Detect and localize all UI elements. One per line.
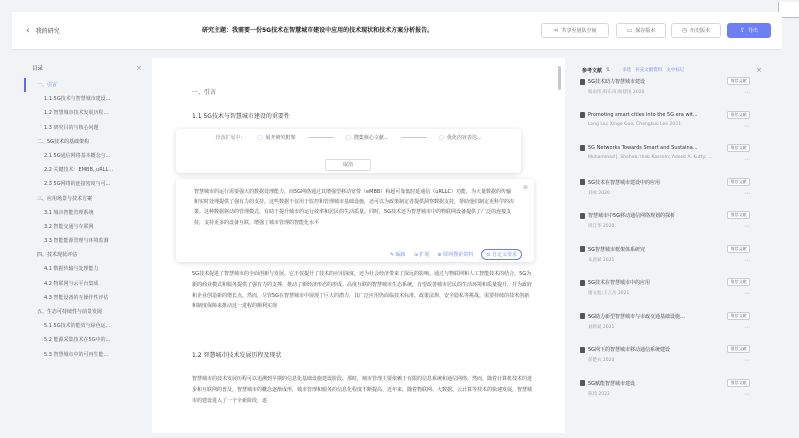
custom-request-label: 自定义要求 (491, 252, 517, 258)
toc-item[interactable]: 一、引言 (24, 78, 148, 92)
toc-item[interactable]: 四、技术现状评估 (37, 252, 78, 259)
reference-title: 5G技术在智慧城市中的应用 (588, 280, 651, 286)
table-of-contents (24, 58, 148, 428)
references-header (582, 64, 762, 76)
close-icon[interactable]: × (756, 66, 762, 74)
toc-item[interactable]: 五、生态可持续性与前景发展 (37, 309, 103, 315)
recommended-badge: 推荐文献 (727, 144, 750, 152)
save-icon: ▭ (626, 27, 633, 34)
expand-button[interactable]: ⇲ 扩展 (413, 252, 430, 258)
chevron-left-icon: ‹ (26, 25, 30, 36)
toc-item[interactable]: 二、5G技术的基础架构 (37, 138, 90, 145)
toc-item[interactable]: 2.3 5G网络的连接密度与可... (44, 181, 111, 188)
clock-icon: ◷ (681, 27, 688, 34)
recommended-badge: 推荐文献 (727, 312, 750, 320)
toc-item[interactable]: 1.3 研究目的与核心问题 (44, 124, 99, 131)
recommended-badge: 推荐文献 (727, 211, 750, 219)
toc-header (24, 58, 148, 78)
toc-list (24, 78, 148, 362)
reference-title: 智慧城市中5G移动通信网络规划的探析 (588, 213, 676, 219)
page-title: 研究主题：我需要一份5G技术在智慧城市建设中应用的技术现状和技术方案分析报告。 (202, 27, 434, 34)
toc-item[interactable]: 4.1 数据传输与处理能力 (44, 266, 99, 273)
reference-meta: Muhammad J. Shehab; Ihab Kassem; Adeeb A. Kutty; ... (588, 155, 713, 160)
close-icon[interactable]: × (136, 64, 142, 72)
references-panel (574, 58, 767, 433)
more-icon[interactable]: ⋯ (744, 223, 750, 230)
recommended-badge: 推荐文献 (727, 278, 750, 286)
reference-title: 5G Networks Towards Smart and Sustaina... (588, 145, 698, 151)
reference-item[interactable] (580, 112, 758, 138)
reference-title: 5G技术助力智慧城市建设 (588, 79, 646, 85)
step-connector (401, 137, 427, 138)
document-icon (580, 79, 585, 85)
reference-title: 5G助力新型智慧城市与市政交通基础设施... (588, 313, 685, 320)
web-search-label: 联网搜索资料 (443, 252, 474, 258)
scrollbar[interactable] (558, 66, 561, 90)
reference-meta: 杨雨彤;韩东雨;杨建国 2020 (588, 90, 645, 95)
edit-button[interactable]: ✎ 编辑 (389, 252, 406, 258)
paragraph[interactable]: 智慧城市的运行需要强大的数据处理能力，而5G网络通过其增强型移动宽带（eMBB）和超可靠低时延通信（uRLLC）功能，为大量数据的传输和实时处理提供了强有力的支持。这些数据不仅用于监控和管理城市基础设施，还可以为政策制定者提供洞察数据支持，帮助他们制定更科学的决策。这种数据驱动的管理模式，有助于提升城市的运行效率和居民的生活质量。同时，5G技术还为智慧城市中的物联网设备提供了广泛的连接支持，支持更多的设备互联，增强了城市管理的智能化水平 (194, 189, 515, 226)
step-connector (308, 137, 334, 138)
more-icon[interactable]: ⋯ (744, 156, 750, 163)
reference-item[interactable] (580, 246, 758, 272)
selected-paragraph-card (176, 179, 534, 262)
toc-item[interactable]: 三、应用场景与技术方案 (37, 195, 93, 202)
reference-title: 5G技术在智慧城市建设中的应用 (588, 179, 661, 186)
reference-meta: 刘新斌 2021 (588, 324, 615, 330)
expansion-label: 段落扩展中： (215, 135, 246, 141)
tab-add-references[interactable]: 补充文献资料 (635, 68, 663, 73)
edit-label: 编辑 (395, 252, 406, 258)
loading-icon: ◌ (345, 134, 351, 141)
toc-item[interactable]: 4.3 智能设备的互操作性评估 (44, 294, 109, 301)
subsection-heading: 1.1 5G技术与智慧城市建设的重要性 (192, 113, 290, 120)
paragraph-actions (390, 249, 522, 260)
document-icon (580, 145, 585, 151)
toc-item[interactable]: 2.1 5G通信网络基本概念与... (44, 152, 111, 159)
references-tabs (622, 67, 684, 73)
toc-item[interactable]: 3.2 智能交通与车联网 (44, 223, 94, 230)
more-icon[interactable]: ⋯ (744, 122, 750, 130)
close-icon[interactable]: ⊗ (522, 184, 528, 191)
section-heading: 一、引言 (192, 89, 217, 96)
recommended-badge: 推荐文献 (727, 345, 750, 353)
save-label: 保存版本 (635, 28, 656, 34)
history-label: 历史版本 (690, 28, 711, 34)
expand-label: 扩展 (419, 252, 430, 258)
references-title: 参考文献 (582, 67, 603, 74)
back-label: 我的研究 (35, 28, 60, 35)
more-icon[interactable]: ⋯ (744, 290, 750, 297)
document-icon (580, 280, 585, 286)
reference-meta: 彭楚衣 2020 (588, 358, 615, 363)
toc-item[interactable]: 3.3 智能能源管理与环境监测 (44, 238, 109, 245)
document-icon (580, 112, 585, 118)
expansion-steps (176, 134, 521, 141)
subsection-heading: 1.2 智慧城市技术发展历程及现状 (192, 352, 282, 359)
paragraph[interactable]: 5G技术促进了智慧城市的全面创新与发展。它不仅提升了技术的应用深度，还为社会经济带来了深远的影响。通过与物联网和人工智能技术的结合，5G为新的商业模式和服务提供了强有力的支撑，推动了新经济形态的形成。高度互联的智慧城市生态系统，有望改善城市居民的生活环境和质量提升，并为政府和企业创造新的增长点。然而，尽管5G在智慧城市中展现了巨大的潜力，其广泛应用仍面临技术标准、政策法规、安全隐私等挑战，需要持续的技术创新和制度保障来推动这一进程的顺利实现 (192, 271, 533, 310)
web-search-button[interactable]: ⊕ 联网搜索资料 (437, 252, 474, 258)
more-icon[interactable]: ⋯ (744, 357, 750, 364)
reference-item[interactable] (580, 179, 758, 205)
expansion-progress-panel (176, 129, 521, 173)
toc-item[interactable]: 5.3 智慧城市中的可再生能... (44, 351, 109, 358)
toc-item[interactable]: 2.2 关键技术：EMBB, uRLL... (44, 167, 114, 174)
recommended-badge: 推荐文献 (727, 245, 750, 253)
document-icon (580, 213, 585, 219)
more-icon[interactable]: ⋯ (744, 390, 750, 398)
reference-item[interactable] (580, 212, 758, 238)
expansion-step (346, 134, 389, 141)
loading-icon: ◌ (257, 134, 263, 141)
toc-title: 目录 (32, 66, 44, 72)
reference-title: 5G赋能智慧城市建设 (588, 380, 636, 387)
custom-request-button[interactable]: ⊙ 自定义要求 (481, 249, 522, 260)
share-label: 共享至团队空间 (561, 28, 597, 34)
expansion-step-label: 展开研究框架 (265, 135, 296, 141)
recommended-badge: 推荐文献 (727, 178, 750, 186)
reference-title: Promoting smart cities into the 5G era wit... (588, 111, 698, 118)
toc-item[interactable]: 4.2 物联网与云平台集成 (44, 280, 99, 287)
document-icon (580, 179, 585, 185)
toc-item[interactable]: 1.2 智慧城市技术发展历程... (44, 110, 109, 117)
reference-item[interactable] (580, 145, 758, 171)
expansion-step (257, 134, 295, 141)
reference-meta: 朱晨斌 2021 (588, 257, 615, 263)
more-icon[interactable]: ⋯ (744, 256, 750, 264)
reference-item[interactable] (580, 279, 758, 305)
reference-item[interactable] (580, 380, 758, 406)
cancel-button[interactable]: 取消 (325, 159, 371, 171)
document-icon (580, 313, 585, 319)
top-bar (12, 12, 782, 50)
reference-meta: Long Liu; Xinge Guo; Chengkuo Lee 2021 (588, 121, 681, 127)
export-button[interactable] (727, 23, 771, 38)
export-label: 导出 (748, 28, 759, 34)
reference-meta: 陈琦 2022 (588, 391, 610, 397)
toc-item[interactable]: 5.2 能源采集技术在5G中的... (44, 337, 111, 344)
expansion-step-label: 优化内容表达... (446, 135, 482, 141)
expansion-step (439, 134, 482, 141)
history-button[interactable] (671, 23, 721, 38)
more-icon[interactable]: ⋯ (744, 323, 750, 331)
reference-item[interactable] (580, 78, 758, 104)
reference-item[interactable] (580, 313, 758, 339)
filter-icon[interactable]: ⇅ (606, 67, 611, 73)
reference-meta: 周江华 2020 (588, 224, 615, 229)
upload-icon: ⇪ (739, 27, 745, 34)
tab-multiselect[interactable]: 多选 (622, 68, 632, 73)
loading-icon: ◌ (438, 134, 444, 141)
expansion-step-label: 搜集核心文献... (353, 135, 389, 141)
back-button[interactable] (26, 26, 60, 36)
recommended-badge: 推荐文献 (727, 111, 750, 119)
tab-text-marks[interactable]: 文中标记 (666, 68, 685, 73)
reference-item[interactable] (580, 346, 758, 372)
document-icon (580, 380, 585, 386)
save-version-button[interactable] (616, 23, 666, 38)
reference-title: 5G智慧城市框架体系研究 (588, 246, 646, 253)
document-icon (580, 246, 585, 252)
share-icon: ⋖ (553, 27, 559, 34)
toc-item[interactable]: 1.1 5G技术与智慧城市建设... (44, 96, 111, 103)
recommended-badge: 推荐文献 (727, 379, 750, 387)
paragraph[interactable]: 智慧城市的技术发展历程可以追溯到早期的信息化基础设施建设阶段。那时，城市管理主要依赖于有限的信息系统和通信网络。然而，随着计算机技术的进步和互联网的普及，智慧城市的概念逐渐成形，城市管理和服务的信息化程度不断提高。近年来，随着物联网、大数据、云计算等技术的快速发展，智慧城市的建设进入了一个全新阶段，逐 (192, 376, 533, 404)
document-icon (580, 347, 585, 353)
toc-item[interactable]: 3.1 城市智能管理系统 (44, 209, 94, 216)
reference-meta: 谢文彪;王云岳 2021 (588, 291, 630, 296)
share-button[interactable] (541, 23, 609, 38)
recommended-badge: 推荐文献 (727, 77, 750, 85)
more-icon[interactable]: ⋯ (744, 189, 750, 197)
more-icon[interactable]: ⋯ (744, 89, 750, 96)
toc-item[interactable]: 5.1 5G技术的能效与绿色运... (44, 323, 111, 330)
reference-title: 5G网下的智慧城市移动通信系统建设 (588, 347, 671, 353)
reference-meta: 刘承 2020 (588, 190, 610, 196)
